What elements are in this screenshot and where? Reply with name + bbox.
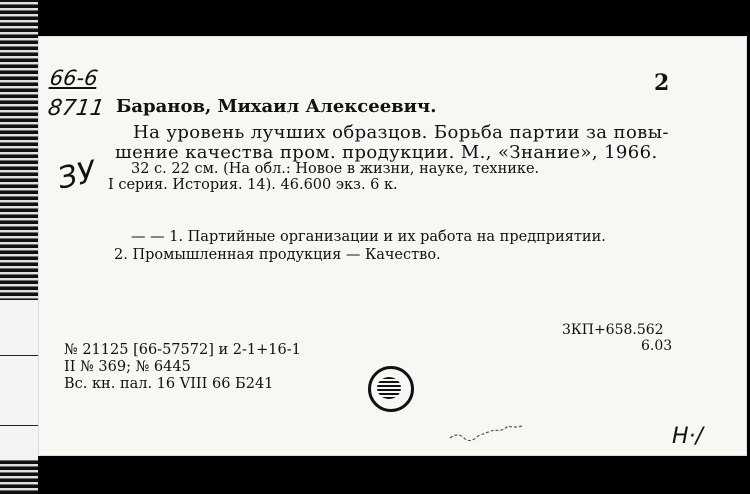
library-stamp bbox=[368, 366, 414, 412]
registry-line-1: № 21125 [66-57572] и 2-1+16-1 bbox=[64, 342, 301, 358]
accession-code: 8711 bbox=[46, 96, 106, 121]
registry-line-3: Вс. кн. пал. 16 VIII 66 Б241 bbox=[64, 376, 274, 392]
scan-edge-lines bbox=[0, 300, 38, 460]
catalog-card bbox=[38, 36, 747, 456]
classification-line-2: 6.03 bbox=[641, 338, 673, 354]
author-heading: Баранов, Михаил Алексеевич. bbox=[116, 96, 437, 117]
handwritten-note: Н·/ bbox=[672, 424, 703, 449]
registry-line-2: II № 369; № 6445 bbox=[64, 359, 191, 375]
title-line-1: На уровень лучших образцов. Борьба партии за повы- bbox=[133, 122, 669, 143]
card-number: 2 bbox=[654, 70, 670, 96]
shelfmark: 66-6 bbox=[48, 66, 100, 90]
title-line-2: шение качества пром. продукции. М., «Знание», 1966. bbox=[115, 142, 658, 163]
pencil-scribble bbox=[448, 424, 528, 444]
subject-line-1: — — 1. Партийные организации и их работа на предприятии. bbox=[131, 229, 606, 245]
physical-description-line-2: I серия. История. 14). 46.600 экз. 6 к. bbox=[108, 177, 398, 193]
subject-line-2: 2. Промышленная продукция — Качество. bbox=[114, 247, 441, 263]
physical-description-line-1: 32 с. 22 см. (На обл.: Новое в жизни, науке, технике. bbox=[131, 161, 540, 177]
margin-mark: ЗУ bbox=[54, 154, 99, 197]
classification-line-1: 3КП+658.562 bbox=[562, 322, 664, 338]
